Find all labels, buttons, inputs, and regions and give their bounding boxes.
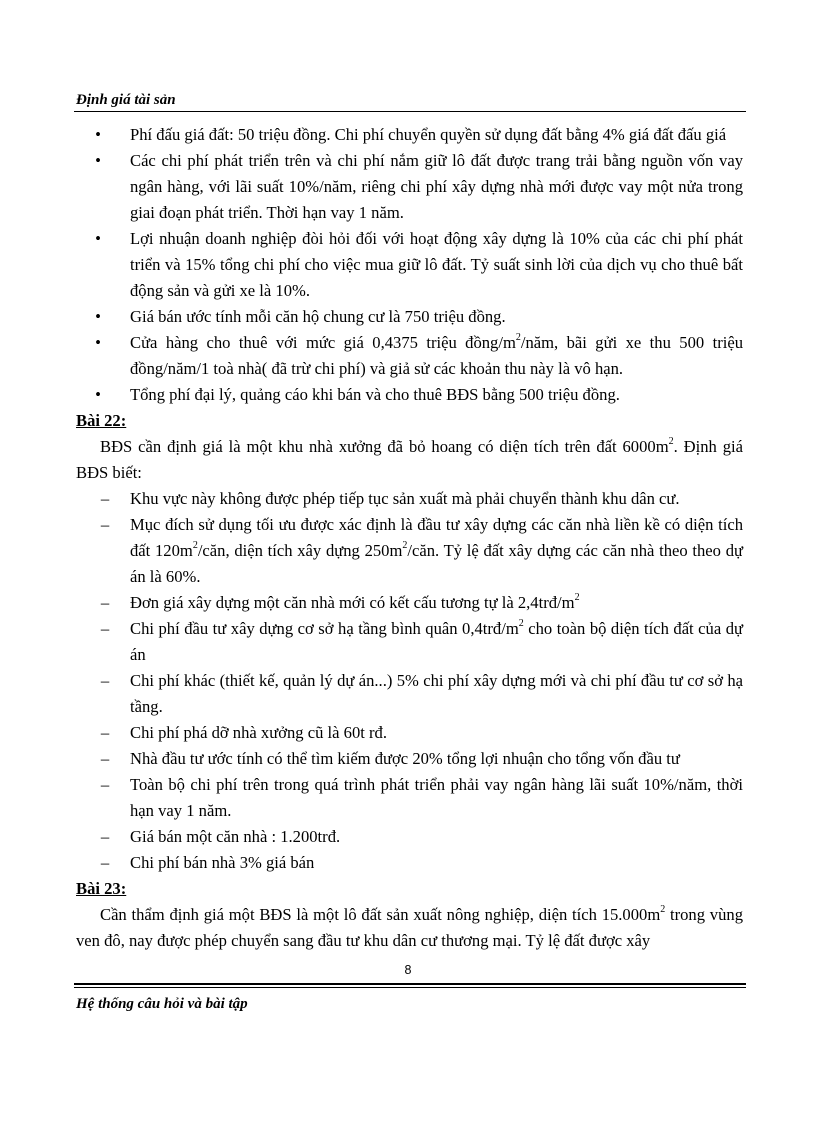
list-item-text: Chi phí khác (thiết kế, quản lý dự án...) 5% chi phí xây dựng mới và chi phí đầu tư cơ sở hạ tầng. [130, 671, 743, 716]
bullet-text: Cửa hàng cho thuê với mức giá 0,4375 triệu đồng/m [130, 333, 516, 352]
bullet-item [76, 226, 743, 304]
list-item-text: Chi phí bán nhà 3% giá bán [130, 853, 315, 872]
dash-marker: – [100, 853, 110, 872]
exercise-22-intro [76, 434, 743, 486]
list-item-text: Đơn giá xây dựng một căn nhà mới có kết cấu tương tự là 2,4trđ/m [130, 593, 575, 612]
bullet-text: Giá bán ước tính mỗi căn hộ chung cư là 750 triệu đồng. [130, 307, 506, 326]
superscript: 2 [518, 618, 524, 630]
bullet-text: Tổng phí đại lý, quảng cáo khi bán và cho thuê BĐS bằng 500 triệu đồng. [130, 385, 620, 404]
list-item [76, 512, 743, 590]
exercise-23-heading: Bài 23: [76, 879, 127, 898]
bullet-item [76, 122, 743, 148]
list-item [76, 746, 743, 772]
bullet-marker: • [95, 385, 101, 404]
header-divider [74, 111, 746, 112]
list-item-text: /căn. Tỷ lệ đất xây dựng các căn nhà theo theo dự án là 60%. [130, 541, 743, 586]
bullet-text: Các chi phí phát triển trên và chi phí nắm giữ lô đất được trang trải bằng nguồn vốn vay ngân hàng, với lãi suất 10%/năm, riêng chi phí xây dựng nhà mới được vay một nửa trong giai đoạn phát triển. Thời hạn vay 1 năm. [130, 151, 743, 222]
list-item-text: Toàn bộ chi phí trên trong quá trình phát triển phải vay ngân hàng lãi suất 10%/năm, thời hạn vay 1 năm. [130, 775, 743, 820]
dash-marker: – [100, 827, 110, 846]
superscript: 2 [515, 332, 521, 344]
page-number: 8 [404, 963, 412, 977]
list-item [76, 486, 743, 512]
footer-divider [74, 983, 746, 985]
exercise-23-intro [76, 902, 743, 954]
dash-marker: – [100, 749, 110, 768]
bullet-item [76, 330, 743, 382]
superscript: 2 [668, 436, 674, 448]
dash-marker: – [100, 723, 110, 742]
list-item [76, 668, 743, 720]
bullet-marker: • [95, 307, 101, 326]
list-item-text: Nhà đầu tư ước tính có thể tìm kiếm được 20% tổng lợi nhuận cho tổng vốn đầu tư [130, 749, 680, 768]
bullet-marker: • [95, 229, 101, 248]
exercise-22-heading: Bài 22: [76, 411, 127, 430]
paragraph-text: . Định giá BĐS biết: [76, 437, 743, 482]
footer-divider-thin [74, 987, 746, 988]
list-item-text: Giá bán một căn nhà : 1.200trđ. [130, 827, 341, 846]
superscript: 2 [192, 540, 198, 552]
list-item-text: /căn, diện tích xây dựng 250m [197, 541, 403, 560]
dash-marker: – [100, 775, 110, 794]
paragraph-text: BĐS cần định giá là một khu nhà xưởng đã bỏ hoang có diện tích trên đất 6000m [100, 437, 669, 456]
dash-marker: – [100, 515, 110, 534]
list-item-text: Mục đích sử dụng tối ưu được xác định là đầu tư xây dựng các căn nhà liền kề có diện tích đất 120m [130, 515, 743, 560]
bullet-text: Lợi nhuận doanh nghiệp đòi hỏi đối với hoạt động xây dựng là 10% của các chi phí phát triển và 15% tổng chi phí cho việc mua giữ lô đất. Tỷ suất sinh lời của dịch vụ cho thuê bất động sản và gửi xe là 10%. [130, 229, 743, 300]
bullet-item [76, 304, 743, 330]
bullet-item [76, 382, 743, 408]
list-item [76, 720, 743, 746]
list-item [76, 850, 743, 876]
dash-marker: – [100, 671, 110, 690]
superscript: 2 [660, 904, 666, 916]
paragraph-text: trong vùng ven đô, nay được phép chuyển sang đầu tư khu dân cư thương mại. Tỷ lệ đất được xây [76, 905, 743, 950]
list-item [76, 590, 743, 616]
bullet-marker: • [95, 151, 101, 170]
dash-marker: – [100, 619, 110, 638]
list-item-text: Chi phí đầu tư xây dựng cơ sở hạ tầng bình quân 0,4trđ/m [130, 619, 519, 638]
page-header-title: Định giá tài sản [76, 92, 176, 108]
bullet-marker: • [95, 333, 101, 352]
dash-marker: – [100, 489, 110, 508]
list-item-text: Khu vực này không được phép tiếp tục sản xuất mà phải chuyển thành khu dân cư. [130, 489, 680, 508]
bullet-item [76, 148, 743, 226]
document-body [76, 122, 743, 954]
list-item-text: cho toàn bộ diện tích đất của dự án [130, 619, 744, 664]
page-footer-title: Hệ thống câu hỏi và bài tập [76, 996, 248, 1012]
bullet-text: /năm, bãi gửi xe thu 500 triệu đồng/năm/1 toà nhà( đã trừ chi phí) và giả sử các khoản thu này là vô hạn. [130, 333, 744, 378]
list-item [76, 772, 743, 824]
superscript: 2 [402, 540, 408, 552]
bullet-marker: • [95, 125, 101, 144]
superscript: 2 [574, 592, 580, 604]
paragraph-text: Cần thẩm định giá một BĐS là một lô đất sản xuất nông nghiệp, diện tích 15.000m [100, 905, 661, 924]
list-item-text: Chi phí phá dỡ nhà xưởng cũ là 60t rđ. [130, 723, 387, 742]
dash-marker: – [100, 593, 110, 612]
list-item [76, 824, 743, 850]
list-item [76, 616, 743, 668]
bullet-text: Phí đấu giá đất: 50 triệu đồng. Chi phí chuyển quyền sử dụng đất bằng 4% giá đất đấu giá [130, 125, 727, 144]
